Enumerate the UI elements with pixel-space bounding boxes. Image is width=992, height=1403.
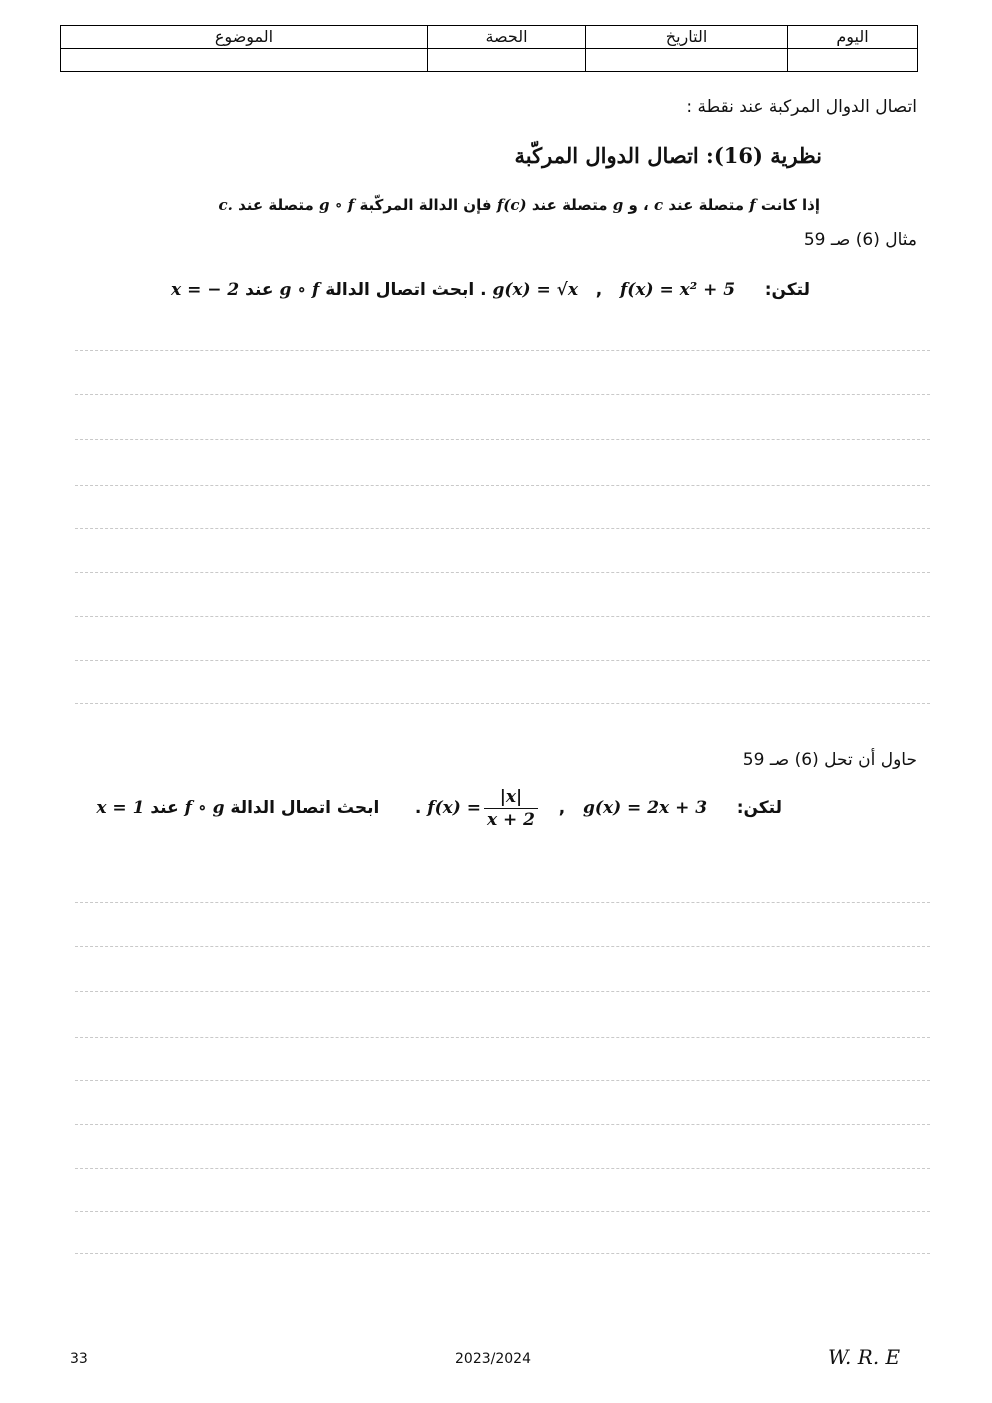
- exercise-point: x = 1: [96, 798, 145, 818]
- exercise-f-definition: [427, 780, 541, 836]
- exercise-f-numerator: |x|: [484, 786, 538, 809]
- example-separator: ,: [595, 280, 603, 300]
- writing-line: [75, 572, 930, 573]
- example-statement: [170, 280, 810, 300]
- exercise-label: حاول أن تحل (6) صـ 59: [742, 750, 917, 770]
- theorem-text: متصلة عند: [668, 196, 744, 214]
- footer-author: W. R. E: [828, 1345, 901, 1369]
- header-cell-subject: الموضوع: [61, 26, 428, 49]
- exercise-lead: لتكن:: [736, 798, 782, 818]
- writing-line: [75, 991, 930, 992]
- exercise-f-lhs: f(x) =: [427, 798, 481, 818]
- example-instruction: . ابحث اتصال الدالة: [325, 280, 487, 300]
- theorem-text: إذا كانت: [760, 196, 820, 214]
- writing-line: [75, 1211, 930, 1212]
- exercise-g-definition: g(x) = 2x + 3: [583, 798, 708, 818]
- exercise-statement: [96, 780, 782, 836]
- writing-line: [75, 439, 930, 440]
- theorem-math-fc: f(c): [496, 196, 527, 214]
- exercise-instruction-at: عند: [150, 798, 179, 818]
- header-empty-cell: [586, 49, 788, 72]
- header-empty-cell: [428, 49, 586, 72]
- header-table: [60, 25, 918, 72]
- footer-year: 2023/2024: [455, 1351, 531, 1367]
- example-lead: لتكن:: [764, 280, 810, 300]
- example-composite: g ∘ f: [279, 280, 320, 300]
- header-cell-date: التاريخ: [586, 26, 788, 49]
- writing-line: [75, 1037, 930, 1038]
- exercise-f-denominator: x + 2: [486, 810, 536, 830]
- exercise-instruction: ابحث اتصال الدالة: [230, 798, 380, 818]
- writing-line: [75, 1168, 930, 1169]
- exercise-fraction: [484, 786, 538, 831]
- theorem-text: ، و: [628, 196, 649, 214]
- example-point: x = − 2: [171, 280, 240, 300]
- theorem-statement: [180, 196, 820, 214]
- example-f-definition: f(x) = x² + 5: [619, 280, 736, 300]
- writing-line: [75, 1253, 930, 1254]
- writing-line: [75, 394, 930, 395]
- writing-line: [75, 703, 930, 704]
- example-label: مثال (6) صـ 59: [803, 230, 917, 250]
- theorem-math-c: c: [653, 196, 664, 214]
- section-title: اتصال الدوال المركبة عند نقطة :: [686, 97, 917, 117]
- writing-line: [75, 350, 930, 351]
- writing-line: [75, 616, 930, 617]
- writing-line: [75, 1080, 930, 1081]
- theorem-text: فإن الدالة المركّبة: [359, 196, 492, 214]
- example-instruction-at: عند: [245, 280, 274, 300]
- header-empty-cell: [788, 49, 918, 72]
- example-g-definition: g(x) = √x: [492, 280, 578, 300]
- theorem-title-prefix: نظرية: [770, 143, 822, 168]
- writing-line: [75, 946, 930, 947]
- writing-line: [75, 485, 930, 486]
- theorem-title-suffix: : اتصال الدوال المركّبة: [514, 143, 714, 168]
- theorem-text: متصلة عند: [238, 196, 314, 214]
- writing-line: [75, 528, 930, 529]
- theorem-math-f: f: [749, 196, 756, 214]
- theorem-math-c-end: c.: [218, 196, 233, 214]
- theorem-text: متصلة عند: [531, 196, 608, 214]
- theorem-math-g: g: [612, 196, 624, 214]
- exercise-dot: .: [414, 798, 422, 818]
- writing-line: [75, 660, 930, 661]
- writing-line: [75, 902, 930, 903]
- header-empty-cell: [61, 49, 428, 72]
- page-number: 33: [70, 1351, 88, 1367]
- theorem-math-gof: g ∘ f: [319, 196, 355, 214]
- writing-line: [75, 1124, 930, 1125]
- header-cell-session: الحصة: [428, 26, 586, 49]
- exercise-separator: ,: [558, 798, 566, 818]
- theorem-number: (16): [713, 143, 763, 168]
- exercise-composite: f ∘ g: [184, 798, 225, 818]
- header-cell-day: اليوم: [788, 26, 918, 49]
- theorem-title: [222, 143, 822, 168]
